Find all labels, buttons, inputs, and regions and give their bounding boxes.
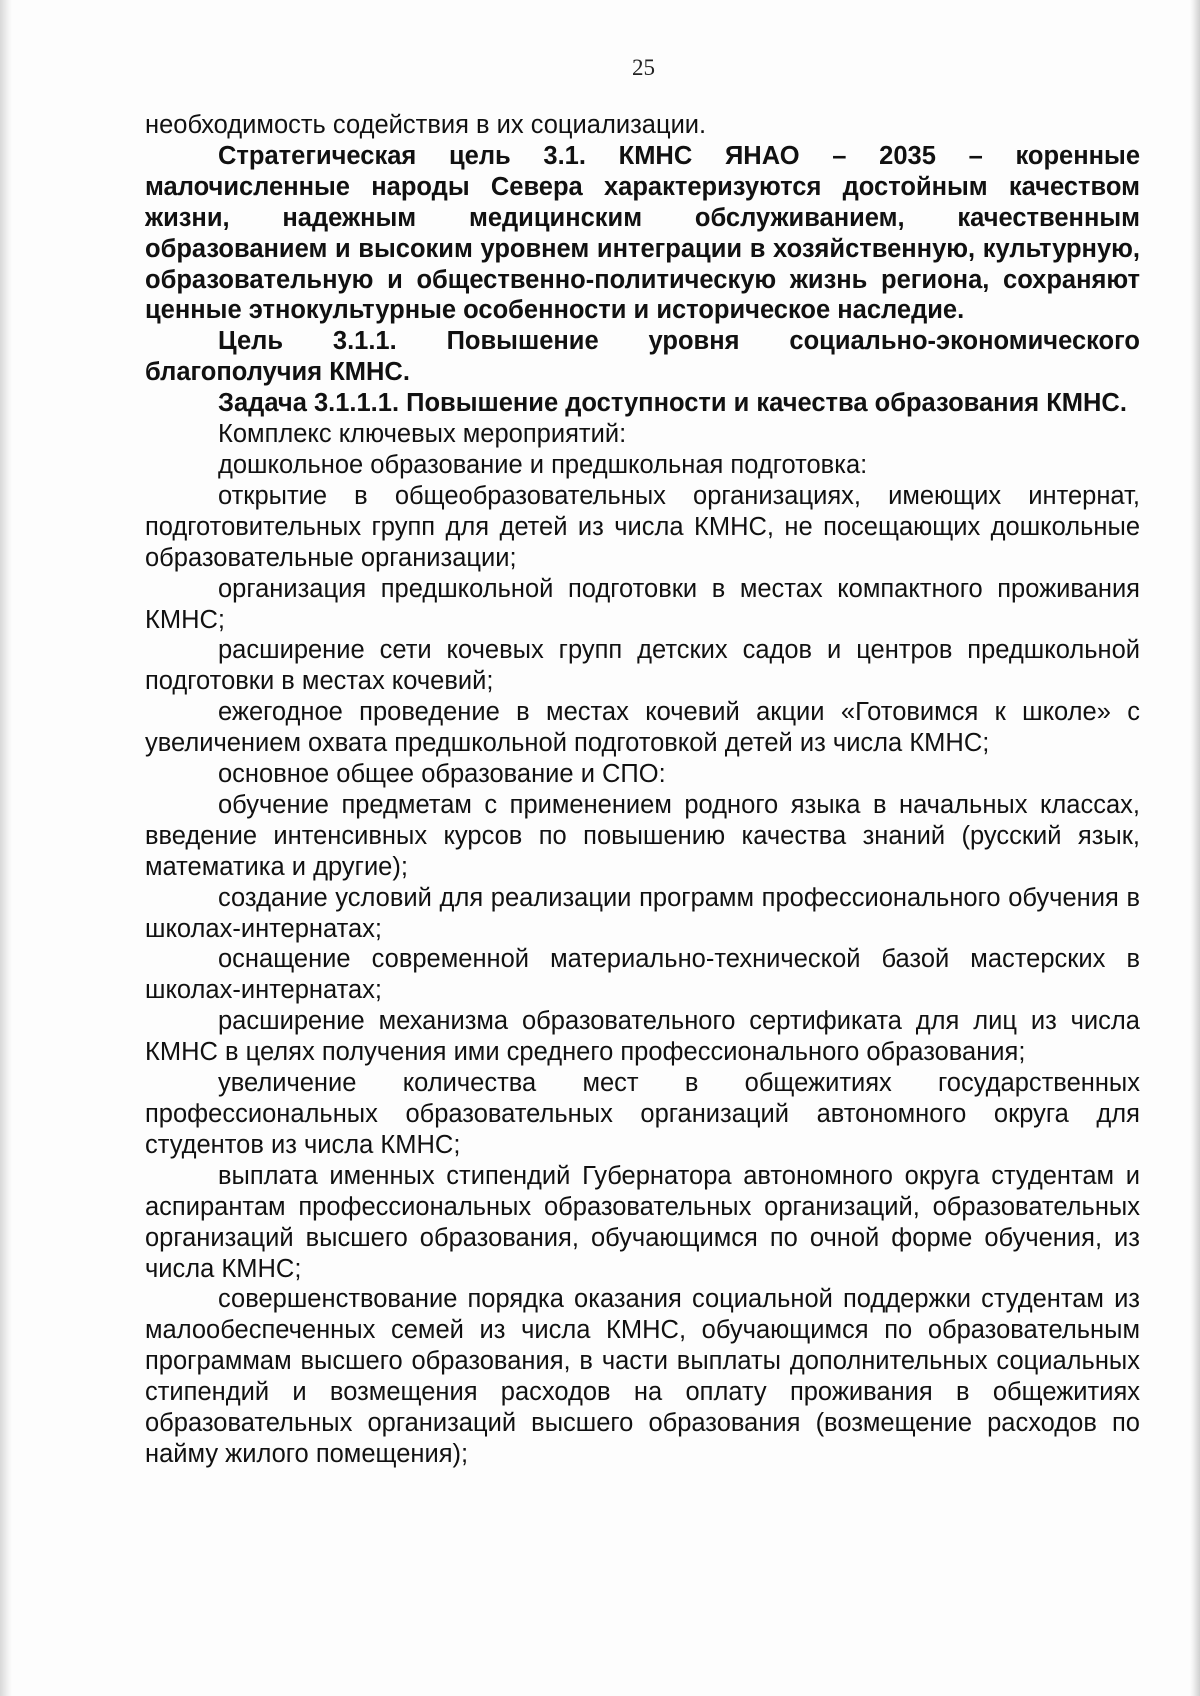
paragraph: Задача 3.1.1.1. Повышение доступности и качества образования КМНС. (218, 389, 1127, 418)
paragraph: открытие в общеобразовательных организациях, имеющих интернат, подготовительных групп для детей из числа КМНС, не посещающих дошкольные образовательные организации; (145, 481, 1140, 572)
paragraph: создание условий для реализации программ профессионального обучения в школах-интернатах; (145, 883, 1140, 943)
page-number: 25 (632, 55, 655, 80)
paragraph: организация предшкольной подготовки в местах компактного проживания КМНС; (145, 574, 1140, 634)
paragraph: обучение предметам с применением родного языка в начальных классах, введение интенсивных курсов по повышению качества знаний (русский язык, математика и другие); (145, 790, 1140, 881)
paragraph: увеличение количества мест в общежитиях государственных профессиональных образовательных организаций автономного округа для студентов из числа КМНС; (145, 1069, 1140, 1159)
paragraph: Цель 3.1.1. Повышение уровня социально-экономического благополучия КМНС. (145, 327, 1140, 387)
paragraph: выплата именных стипендий Губернатора автономного округа студентам и аспирантам профессиональных образовательных организаций, образовательных организаций высшего образования, обучающимся по очной форме обучения, из числа КМНС; (145, 1161, 1140, 1283)
document-body (145, 110, 1140, 1470)
paragraph: расширение механизма образовательного сертификата для лиц из числа КМНС в целях получения ими среднего профессионального образования; (145, 1007, 1140, 1067)
paragraph: оснащение современной материально-технической базой мастерских в школах-интернатах; (145, 945, 1140, 1005)
paragraph: основное общее образование и СПО: (218, 760, 666, 789)
paragraph: дошкольное образование и предшкольная подготовка: (218, 450, 868, 479)
paragraph: расширение сети кочевых групп детских садов и центров предшкольной подготовки в местах кочевий; (145, 636, 1140, 696)
paragraph: совершенствование порядка оказания социальной поддержки студентам из малообеспеченных семей из числа КМНС, обучающимся по образовательным программам высшего образования, в части выплаты дополнительных социальных стипендий и возмещения расходов на оплату проживания в общежитиях образовательных организаций высшего образования (возмещение расходов по найму жилого помещения); (145, 1285, 1140, 1468)
paragraph: необходимость содействия в их социализации. (145, 111, 707, 139)
page-right-edge (1190, 0, 1200, 1696)
paragraph: Комплекс ключевых мероприятий: (218, 420, 627, 449)
page-left-edge (0, 0, 12, 1696)
paragraph: Стратегическая цель 3.1. КМНС ЯНАО – 2035 – коренные малочисленные народы Севера характеризуются достойным качеством жизни, надежным медицинским обслуживанием, качественным образованием и высоким уровнем интеграции в хозяйственную, культурную, образовательную и общественно-политическую жизнь региона, сохраняют ценные этнокультурные особенности и историческое наследие. (145, 141, 1140, 325)
paragraph: ежегодное проведение в местах кочевий акции «Готовимся к школе» с увеличением охвата предшкольной подготовкой детей из числа КМНС; (145, 698, 1140, 758)
